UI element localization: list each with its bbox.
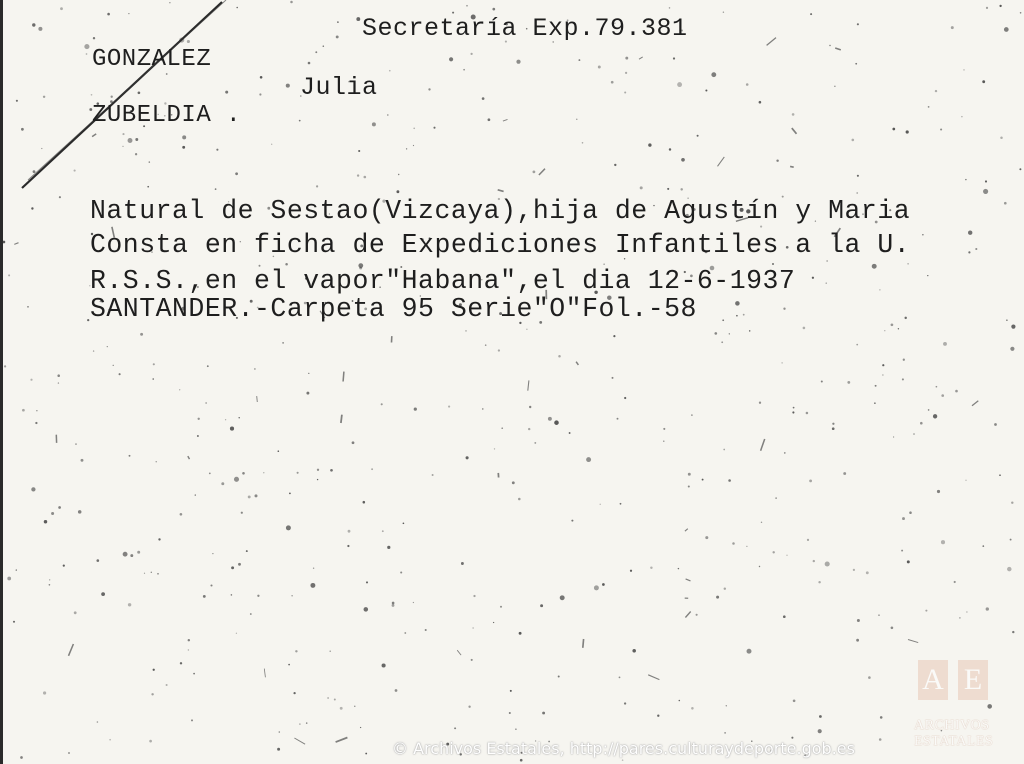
- archivos-estatales-logo: [906, 646, 1018, 758]
- body-line-2: Consta en ficha de Expediciones Infantiles a la U.: [90, 230, 911, 260]
- second-surname: ZUBELDIA .: [92, 102, 242, 129]
- logo-letter-a: A: [918, 660, 948, 700]
- logo-text-archivos: ARCHIVOS: [914, 718, 990, 733]
- body-line-4: SANTANDER.-Carpeta 95 Serie"O"Fol.-58: [90, 294, 697, 324]
- first-surname: GONZALEZ: [92, 46, 212, 73]
- body-line-1: Natural de Sestao(Vizcaya),hija de Agustín y Maria: [90, 196, 911, 226]
- file-reference: Secretaría Exp.79.381: [362, 14, 688, 43]
- copyright-watermark: © Archivos Estatales, http://pares.culturaydeporte.gob.es: [392, 739, 855, 758]
- body-line-3: R.S.S.,en el vapor"Habana",el dia 12-6-1937: [90, 266, 796, 296]
- pen-slash-mark: [0, 0, 260, 200]
- logo-text-estatales: ESTATALES: [914, 734, 994, 749]
- given-name: Julia: [300, 73, 378, 102]
- logo-letter-e: E: [958, 660, 988, 700]
